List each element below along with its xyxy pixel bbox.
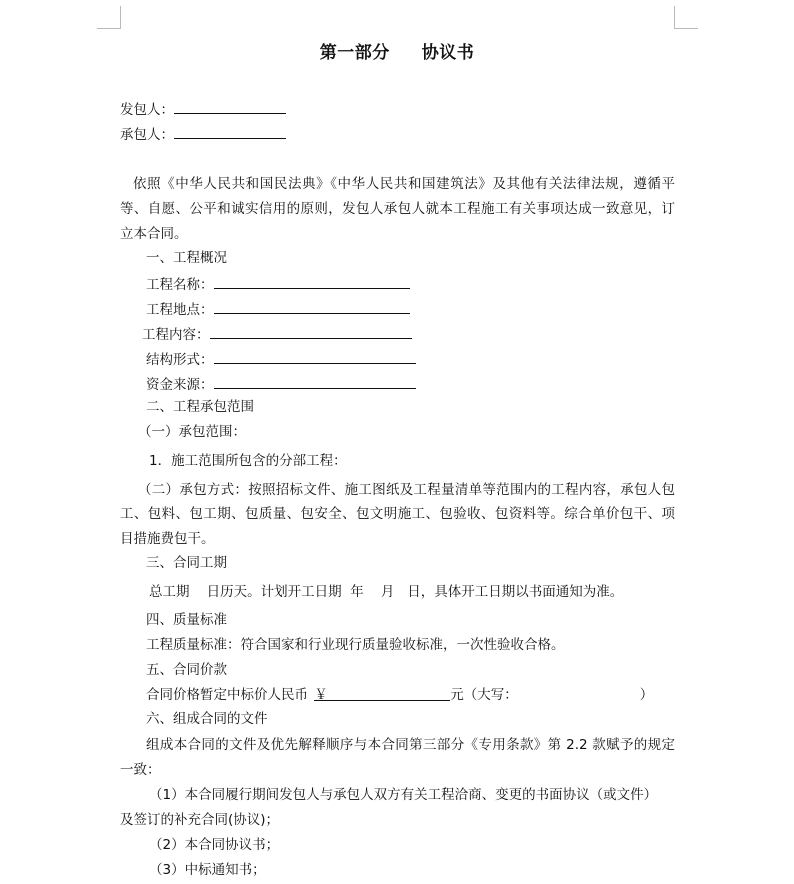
field-label: 工程地点： (146, 302, 214, 318)
field-project-content (142, 323, 412, 345)
section-heading: 六、组成合同的文件 (146, 711, 268, 727)
employer-label: 发包人： (120, 102, 174, 118)
intro-line: 等、自愿、公平和诚实信用的原则，发包人承包人就本工程施工有关事项达成一致意见，订 (120, 201, 675, 217)
documents-line: （3）中标通知书； (149, 862, 266, 878)
section-heading: 五、合同价款 (146, 662, 227, 678)
field-label: 工程内容： (142, 327, 210, 343)
daxie-label: （大写： (463, 687, 518, 703)
documents-line: 一致： (120, 762, 161, 778)
margin-corner-mark (120, 6, 121, 29)
margin-corner-mark (674, 6, 675, 29)
field-blank[interactable] (214, 273, 410, 289)
duration-text: 总工期 日历天。计划开工日期 年 月 日，具体开工日期以书面通知为准。 (149, 584, 624, 600)
intro-line: 立本合同。 (120, 226, 188, 242)
contract-price-line (146, 685, 653, 705)
quality-text: 工程质量标准：符合国家和行业现行质量验收标准，一次性验收合格。 (146, 637, 565, 653)
margin-corner-mark (674, 28, 698, 29)
scope-item: 1．施工范围所包含的分部工程： (149, 453, 347, 469)
field-fund-source (146, 373, 416, 395)
documents-line: 组成本合同的文件及优先解释顺序与本合同第三部分《专用条款》第 2.2 款赋予的规定 (146, 737, 675, 753)
field-blank[interactable] (214, 373, 416, 389)
contractor-line (120, 123, 286, 145)
contract-method-line: （二）承包方式：按照招标文件、施工图纸及工程量清单等范围内的工程内容，承包人包 (138, 482, 675, 498)
contract-method-line: 工、包料、包工期、包质量、包安全、包文明施工、包验收、包资料等。综合单价包干、项 (120, 506, 675, 522)
margin-corner-mark (97, 28, 121, 29)
yuan-label: 元 (450, 687, 464, 703)
field-label: 资金来源： (146, 377, 214, 393)
documents-line: 及签订的补充合同(协议)； (120, 812, 280, 828)
employer-blank[interactable] (174, 98, 286, 114)
price-prefix: 合同价格暂定中标价人民币 (146, 687, 308, 703)
section-heading: 四、质量标准 (146, 612, 227, 628)
contractor-blank[interactable] (174, 123, 286, 139)
field-project-name (146, 273, 410, 295)
field-blank[interactable] (210, 323, 412, 339)
section-heading: 三、合同工期 (146, 555, 227, 571)
field-project-location (146, 298, 410, 320)
employer-line (120, 98, 286, 120)
documents-line: （2）本合同协议书； (149, 837, 280, 853)
field-label: 工程名称： (146, 277, 214, 293)
contractor-label: 承包人： (120, 127, 174, 143)
section-heading: 二、工程承包范围 (146, 399, 254, 415)
intro-line: 依照《中华人民共和国民法典》《中华人民共和国建筑法》及其他有关法律法规，遵循平 (133, 176, 675, 192)
field-label: 结构形式： (146, 352, 214, 368)
yen-sign: ￥ (314, 687, 328, 703)
price-amount-blank[interactable] (314, 685, 450, 701)
section-heading: 一、工程概况 (146, 250, 227, 266)
field-blank[interactable] (214, 298, 410, 314)
contract-method-line: 目措施费包干。 (120, 531, 215, 547)
daxie-close: ） (639, 687, 654, 703)
documents-line: （1）本合同履行期间发包人与承包人双方有关工程洽商、变更的书面协议（或文件） (149, 787, 658, 803)
field-blank[interactable] (214, 348, 416, 364)
document-title: 第一部分 协议书 (319, 43, 475, 63)
scope-label: （一）承包范围： (138, 424, 246, 440)
field-structure-type (146, 348, 416, 370)
